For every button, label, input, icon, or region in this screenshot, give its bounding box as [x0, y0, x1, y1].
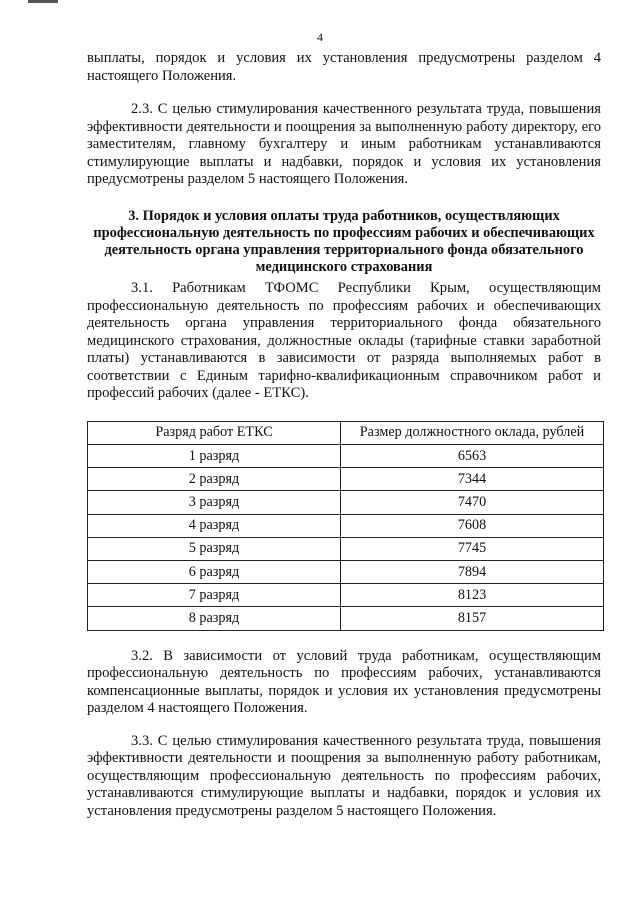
table-cell-salary: 8123 — [341, 584, 604, 607]
table-row — [88, 560, 604, 583]
table-cell-salary: 7745 — [341, 537, 604, 560]
paragraph-intro: выплаты, порядок и условия их установления предусмотрены разделом 4 настоящего Положения. — [87, 50, 601, 84]
table-cell-salary: 7344 — [341, 468, 604, 491]
table-cell-grade: 4 разряд — [88, 514, 341, 537]
paragraph-3-2: 3.2. В зависимости от условий труда работникам, осуществляющим профессиональную деятельность по профессиям рабочих, устанавливаются компенсационные выплаты, порядок и условия их установления предусмотрены разделом 4 настоящего Положения. — [87, 647, 601, 716]
table-row — [88, 607, 604, 630]
table-row — [88, 584, 604, 607]
table-cell-grade: 7 разряд — [88, 584, 341, 607]
table-cell-grade: 3 разряд — [88, 491, 341, 514]
table-header-row — [88, 421, 604, 444]
table-cell-salary: 7894 — [341, 560, 604, 583]
table-cell-grade: 6 разряд — [88, 560, 341, 583]
paragraph-3-3: 3.3. С целью стимулирования качественного результата труда, повышения эффективности деятельности и поощрения за выполненную работу работникам, осуществляющим профессиональную деятельность по профессиям рабочих, устанавливаются стимулирующие выплаты и надбавки, порядок и условия их установления предусмотрены разделом 5 настоящего Положения. — [87, 732, 601, 819]
scan-edge-mark — [28, 0, 58, 3]
table-cell-salary: 7470 — [341, 491, 604, 514]
table-header-salary: Размер должностного оклада, рублей — [341, 421, 604, 444]
table-header-grade: Разряд работ ЕТКС — [88, 421, 341, 444]
table-cell-salary: 7608 — [341, 514, 604, 537]
table-row — [88, 537, 604, 560]
table-cell-salary: 8157 — [341, 607, 604, 630]
table-cell-grade: 5 разряд — [88, 537, 341, 560]
table-cell-grade: 1 разряд — [88, 445, 341, 468]
section-3-heading: 3. Порядок и условия оплаты труда работников, осуществляющих профессиональную деятельность по профессиям рабочих и обеспечивающих деятельность органа управления территориального фонда обязательного медицинского страхования — [93, 207, 595, 276]
table-row — [88, 468, 604, 491]
table-cell-grade: 2 разряд — [88, 468, 341, 491]
table-row — [88, 491, 604, 514]
table-row — [88, 445, 604, 468]
paragraph-3-1: 3.1. Работникам ТФОМС Республики Крым, осуществляющим профессиональную деятельность по профессиям рабочих и обеспечивающих деятельность органа управления территориального фонда обязательного медицинского страхования, должностные оклады (тарифные ставки заработной платы) устанавливаются в зависимости от разряда выполняемых работ в соответствии с Единым тарифно-квалификационным справочником работ и профессий рабочих (далее - ЕТКС). — [87, 280, 601, 402]
salary-table — [87, 421, 604, 631]
table-row — [88, 514, 604, 537]
page-number: 4 — [317, 30, 323, 44]
table-cell-salary: 6563 — [341, 445, 604, 468]
paragraph-2-3: 2.3. С целью стимулирования качественного результата труда, повышения эффективности деятельности и поощрения за выполненную работу директору, его заместителям, главному бухгалтеру и иным работникам устанавливаются стимулирующие выплаты и надбавки, порядок и условия их установления предусмотрены разделом 5 настоящего Положения. — [87, 101, 601, 187]
document-body — [87, 50, 601, 820]
table-cell-grade: 8 разряд — [88, 607, 341, 630]
